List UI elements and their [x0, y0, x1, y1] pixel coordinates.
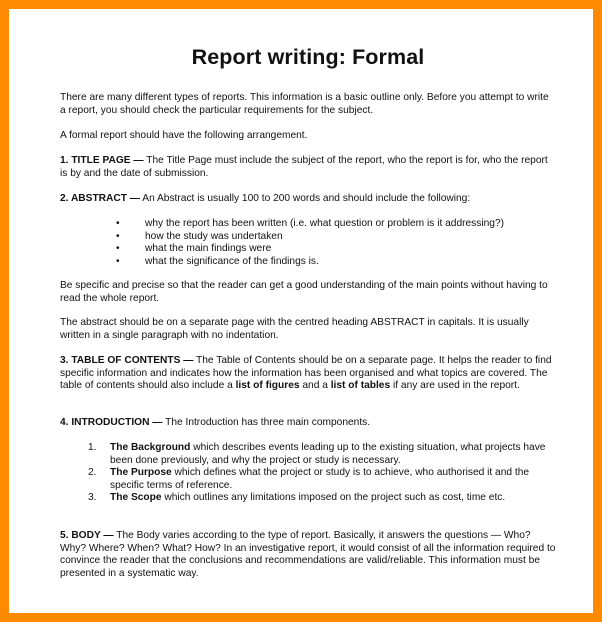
title-page-heading: 1. TITLE PAGE — — [60, 155, 144, 166]
page-title: Report writing: Formal — [191, 45, 425, 69]
toc-text-1: The Table of Contents should be on a separate page. It helps the reader to find specific information and indicates how the information has been organised and what topics are covered. The table of contents should also include a — [60, 355, 552, 392]
background-heading: The Background — [110, 442, 191, 453]
intro-paragraph: There are many different types of reports. This information is a basic outline only. Before you attempt to write a report, you should check the particular requirements for the subject. — [60, 92, 549, 116]
list-item — [60, 256, 556, 269]
abstract-separate-paragraph: The abstract should be on a separate page with the centred heading ABSTRACT in capitals. It is usually written in a single paragraph with no indentation. — [60, 317, 529, 341]
toc-text-3: if any are used in the report. — [390, 380, 520, 392]
introduction-numbered-list — [60, 442, 556, 505]
purpose-text: which defines what the project or study is to achieve, who authorised it and the specific terms of reference. — [110, 467, 530, 491]
body-text: The Body varies according to the type of report. Basically, it answers the questions — Who? Why? Where? When? What? How? In an investigative report, it would consist of all the information required to convince the reader that the conclusions and recommendations are valid/reliable. This information must be presented in a systematic way. — [60, 530, 556, 579]
body-heading: 5. BODY — — [60, 530, 114, 541]
bullet-icon: • — [116, 243, 120, 255]
toc-list-of-figures: list of figures — [235, 380, 300, 392]
toc-heading: 3. TABLE OF CONTENTS — — [60, 355, 194, 366]
bullet-icon: • — [116, 230, 120, 242]
bullet-text: what the main findings were — [145, 243, 272, 255]
title-page-text: The Title Page must include the subject of the report, who the report is for, who the report is by and the date of submission. — [60, 155, 548, 179]
background-text: which describes events leading up to the existing situation, what projects have been done previously, and why the project or study is necessary. — [110, 442, 546, 466]
abstract-section — [60, 193, 556, 206]
list-item — [60, 218, 556, 231]
introduction-text: The Introduction has three main components. — [162, 417, 371, 428]
document-page — [9, 9, 593, 613]
bullet-text: why the report has been written (i.e. what question or problem is it addressing?) — [145, 218, 505, 229]
introduction-section — [60, 417, 556, 430]
list-item — [60, 492, 556, 505]
toc-list-of-tables: list of tables — [330, 380, 391, 392]
specific-paragraph: Be specific and precise so that the reader can get a good understanding of the main points without having to read the whole report. — [60, 280, 548, 304]
title-page-section — [60, 155, 556, 180]
toc-section — [60, 355, 556, 393]
list-item-text — [110, 442, 556, 467]
toc-text-2: and a — [299, 380, 331, 392]
list-item — [60, 231, 556, 244]
arrangement-paragraph: A formal report should have the following arrangement. — [60, 130, 308, 141]
bullet-icon: • — [116, 255, 120, 267]
abstract-bullet-list — [60, 218, 556, 268]
bullet-text: how the study was undertaken — [145, 230, 283, 242]
purpose-heading: The Purpose — [110, 467, 172, 479]
introduction-heading: 4. INTRODUCTION — — [60, 417, 163, 428]
list-item-text — [110, 467, 556, 492]
list-number: 1. — [88, 442, 97, 453]
list-item — [60, 243, 556, 256]
body-section — [60, 530, 556, 580]
list-item — [60, 442, 556, 467]
abstract-heading: 2. ABSTRACT — — [60, 193, 140, 204]
list-number: 3. — [88, 492, 97, 504]
scope-heading: The Scope — [110, 492, 162, 504]
scope-text: which outlines any limitations imposed on the project such as cost, time etc. — [161, 492, 506, 504]
list-item-text — [110, 492, 556, 505]
abstract-text: An Abstract is usually 100 to 200 words and should include the following: — [140, 193, 471, 204]
list-item — [60, 467, 556, 492]
list-number: 2. — [88, 467, 97, 479]
bullet-text: what the significance of the findings is. — [145, 255, 319, 267]
bullet-icon: • — [116, 218, 120, 229]
